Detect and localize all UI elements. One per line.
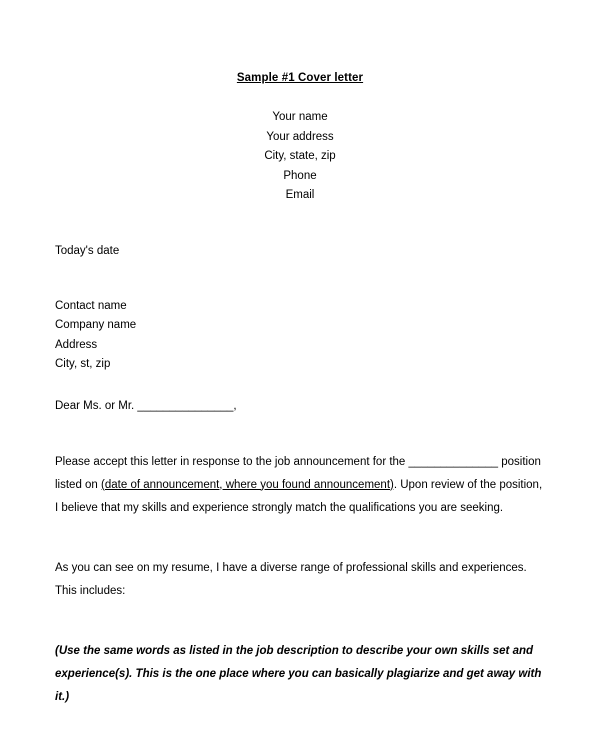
document-body (55, 0, 545, 709)
paragraph-resume: As you can see on my resume, I have a diverse range of professional skills and experiences. This includes: (55, 561, 527, 597)
recipient-company-name: Company name (55, 319, 137, 331)
sender-email: Email (285, 189, 315, 201)
sender-block (55, 108, 545, 206)
document-title: Sample #1 Cover letter (236, 72, 364, 84)
sender-address: Your address (266, 130, 334, 143)
salutation-line: Dear Ms. or Mr. _______________, (55, 399, 237, 412)
sender-phone: Phone (283, 169, 317, 182)
recipient-address: Address (55, 338, 98, 351)
paragraph-opening (55, 451, 545, 520)
recipient-city-st-zip: City, st, zip (55, 358, 111, 370)
recipient-contact-name: Contact name (55, 299, 127, 312)
date-line: Today's date (55, 244, 120, 257)
sender-name: Your name (272, 111, 328, 123)
paragraph-opening-part1: Please accept this letter in response to the job announcement for the ______________ position listed on (55, 455, 541, 491)
paragraph-opening-underlined: (date of announcement, where you found announcement) (101, 478, 394, 491)
paragraph-instruction: (Use the same words as listed in the job description to describe your own skills set and experience(s). This is the one place where you can basically plagiarize and get away with it.) (55, 644, 542, 703)
paragraph-opening-part2: . Upon review of the position, I believe that my skills and experience strongly match the qualifications you are seeking. (55, 478, 543, 514)
sender-city-state-zip: City, state, zip (264, 150, 336, 162)
recipient-block (55, 297, 545, 375)
